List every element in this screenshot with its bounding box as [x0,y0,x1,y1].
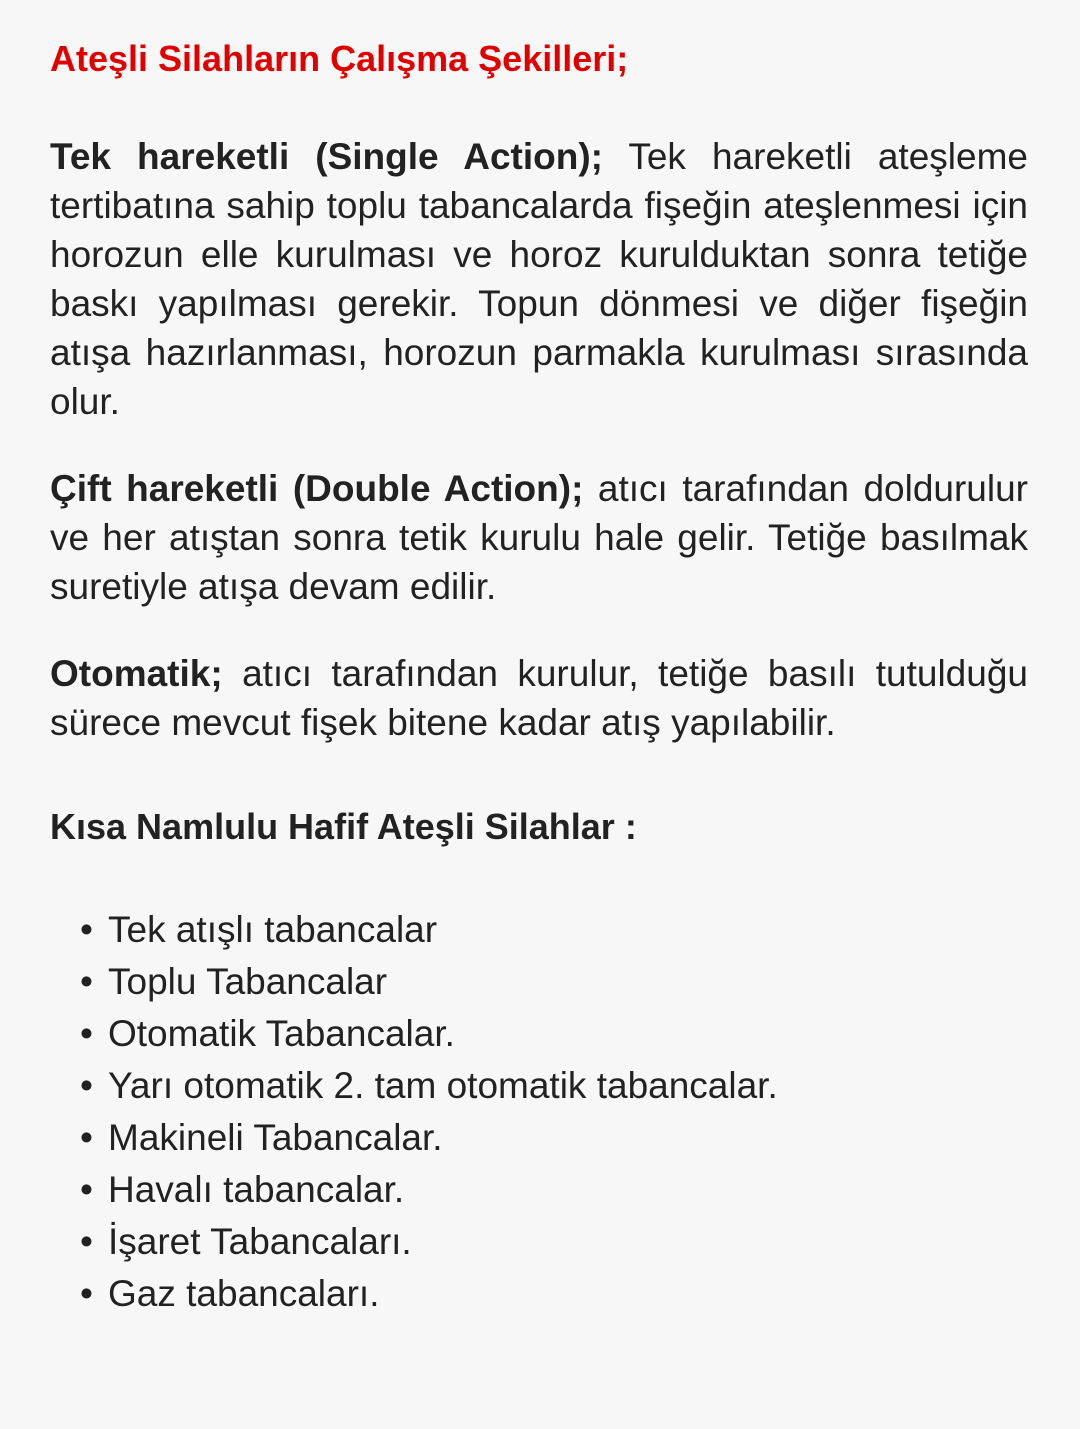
section-term: Otomatik; [50,653,223,694]
bullet-icon: • [80,1013,93,1054]
section-text: atıcı tarafından doldurulur ve her atıştan sonra tetik kurulu hale gelir. Tetiğe basılmak suretiyle atışa devam edilir. [50,468,1028,607]
bullet-icon: • [80,909,93,950]
list-item-text: Toplu Tabancalar [108,961,388,1002]
bullet-icon: • [80,961,93,1002]
section-term: Çift hareketli (Double Action); [50,468,584,509]
section-single-action [50,132,1028,426]
list-heading: Kısa Namlulu Hafif Ateşli Silahlar : [50,806,637,847]
bullet-icon: • [80,1221,93,1262]
page-title: Ateşli Silahların Çalışma Şekilleri; [50,38,629,79]
list-item [80,904,1028,956]
list-item-text: Makineli Tabancalar. [108,1117,443,1158]
list-item [80,1216,1028,1268]
bullet-icon: • [80,1273,93,1314]
list-item [80,1164,1028,1216]
section-automatic [50,649,1028,747]
list-item-text: Gaz tabancaları. [108,1273,380,1314]
section-term: Tek hareketli (Single Action); [50,136,603,177]
bullet-icon: • [80,1169,93,1210]
list-item-text: İşaret Tabancaları. [108,1221,412,1262]
list-item [80,956,1028,1008]
section-text: Tek hareketli ateşleme tertibatına sahip toplu tabancalarda fişeğin ateşlenmesi için horozun elle kurulması ve horoz kurulduktan sonra tetiğe baskı yapılması gerekir. Topun dönmesi ve diğer fişeğin atışa hazırlanması, horozun parmakla kurulması sırasında olur. [50,136,1028,422]
list-item [80,1060,1028,1112]
list-item-text: Tek atışlı tabancalar [108,909,438,950]
list-item [80,1268,1028,1320]
pistol-types-list [50,904,1028,1320]
section-text: atıcı tarafından kurulur, tetiğe basılı tutulduğu sürece mevcut fişek bitene kadar atış yapılabilir. [50,653,1028,743]
list-item-text: Otomatik Tabancalar. [108,1013,455,1054]
list-item-text: Yarı otomatik 2. tam otomatik tabancalar. [108,1065,778,1106]
bullet-icon: • [80,1117,93,1158]
list-item-text: Havalı tabancalar. [108,1169,405,1210]
section-double-action [50,464,1028,611]
list-item [80,1008,1028,1060]
list-item [80,1112,1028,1164]
bullet-icon: • [80,1065,93,1106]
